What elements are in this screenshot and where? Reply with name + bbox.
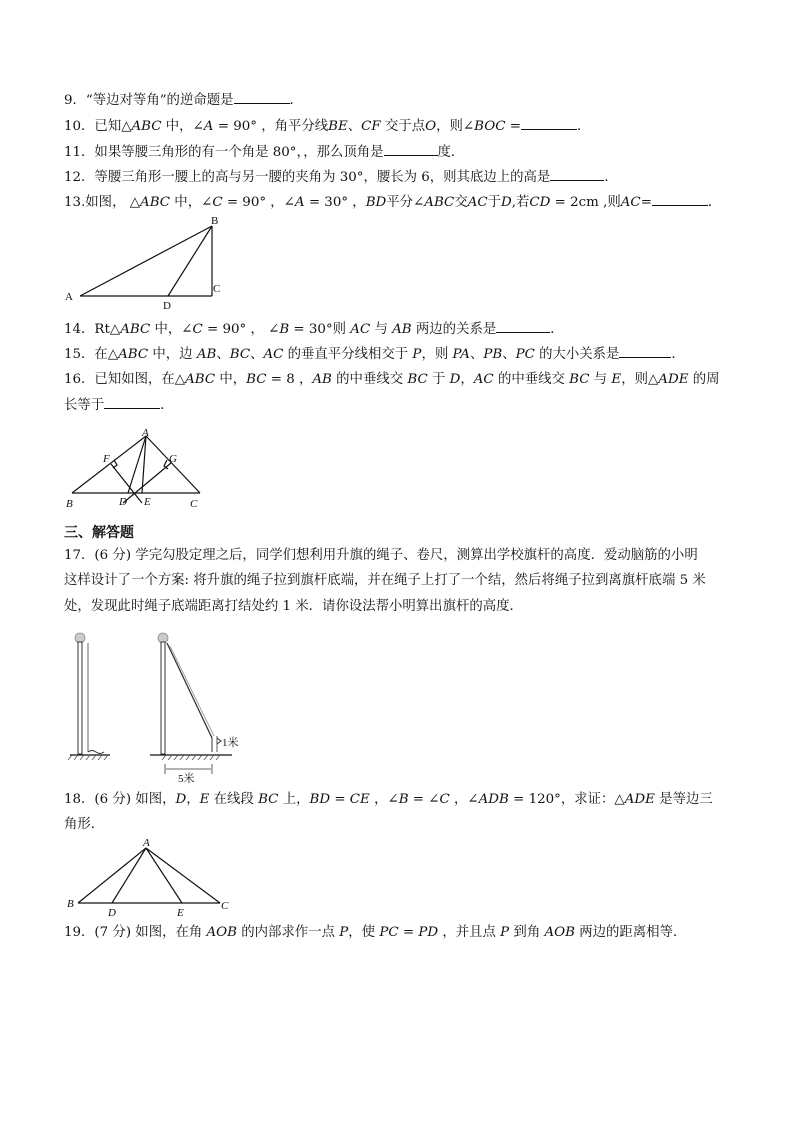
- label-1m: 1米: [222, 737, 239, 749]
- question-18: 18．(6 分) 如图，D，E 在线段 BC 上，BD = CE ，∠B = ∠C ，∠ADB = 120°，求证：△ADE 是等边三: [64, 792, 713, 807]
- question-17: 17．(6 分) 学完勾股定理之后，同学们想利用升旗的绳子、卷尺，测算出学校旗杆的高度．爱动脑筋的小明: [64, 548, 698, 563]
- label-E: E: [144, 496, 151, 508]
- label-E: E: [177, 907, 184, 919]
- question-10: 10．已知△ABC 中，∠A = 90° ，角平分线BE、CF 交于点O，则∠BOC = ．: [64, 119, 591, 134]
- label-5m: 5米: [178, 773, 195, 785]
- label-B: B: [66, 498, 73, 510]
- label-F: F: [103, 453, 110, 465]
- question-17-line2: 这样设计了一个方案: 将升旗的绳子拉到旗杆底端，并在绳子上打了一个结，然后将绳子拉到离旗杆底端 5 米: [64, 573, 706, 588]
- label-C: C: [213, 283, 221, 295]
- question-16: 16．已知如图，在△ABC 中，BC = 8 ，AB 的中垂线交 BC 于 D，AC 的中垂线交 BC 与 E，则△ADE 的周: [64, 372, 720, 387]
- question-9: 9．“等边对等角”的逆命题是 ．: [64, 93, 303, 108]
- question-12: 12．等腰三角形一腰上的高与另一腰的夹角为 30°，腰长为 6，则其底边上的高是 ．: [64, 170, 618, 185]
- question-13: 13.如图， △ABC 中，∠C = 90° ，∠A = 30° ，BD平分∠ABC交AC于D,若CD = 2cm ,则AC= ．: [64, 195, 722, 210]
- question-19: 19．(7 分) 如图，在角 AOB 的内部求作一点 P，使 PC = PD ，并且点 P 到角 AOB 两边的距离相等．: [64, 925, 687, 940]
- label-C: C: [221, 900, 229, 912]
- label-A: A: [143, 837, 150, 849]
- label-A: A: [65, 291, 73, 303]
- label-D: D: [119, 496, 127, 508]
- question-15: 15．在△ABC 中，边 AB、BC、AC 的垂直平分线相交于 P，则 PA、PB、PC 的大小关系是 ．: [64, 347, 685, 362]
- label-D: D: [108, 907, 116, 919]
- label-D: D: [163, 300, 171, 312]
- label-C: C: [190, 498, 198, 510]
- question-17-line3: 处，发现此时绳子底端距离打结处约 1 米．请你设法帮小明算出旗杆的高度．: [64, 599, 523, 614]
- question-16-line2: 长等于 ．: [64, 398, 174, 413]
- question-11: 11．如果等腰三角形的有一个角是 80°，，那么顶角是 度．: [64, 145, 465, 160]
- section-heading: 三、解答题: [64, 525, 134, 541]
- label-A: A: [142, 427, 149, 439]
- label-G: G: [169, 453, 177, 465]
- question-14: 14．Rt△ABC 中，∠C = 90° ， ∠B = 30°则 AC 与 AB 两边的关系是 ．: [64, 322, 564, 337]
- label-B: B: [211, 215, 219, 227]
- label-B: B: [67, 898, 74, 910]
- question-18-line2: 角形．: [64, 817, 105, 832]
